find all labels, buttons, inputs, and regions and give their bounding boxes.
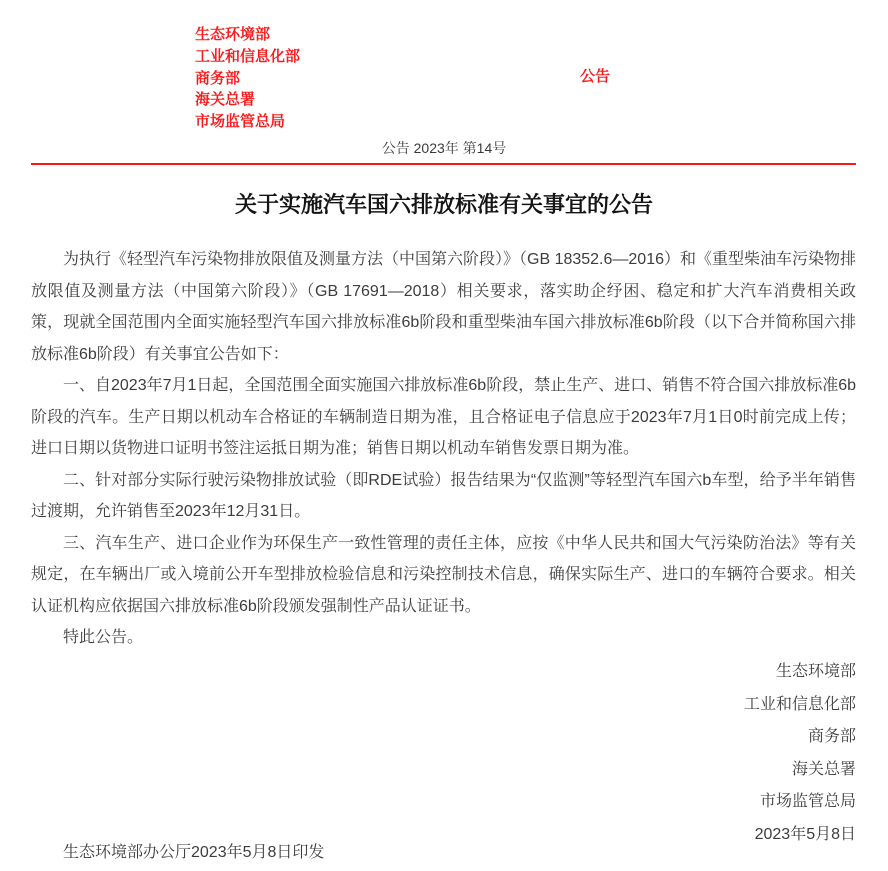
signature-agency-customs: 海关总署 [791,760,856,778]
letterhead-agency-mofcom: 商务部 [195,69,241,87]
doc-number: 公告 2023年 第14号 [381,140,507,156]
signature-block [744,656,856,852]
letterhead-agency-list [195,24,300,133]
red-divider-rule [31,163,856,165]
letterhead-agency-customs: 海关总署 [195,91,256,109]
signature-agency-mofcom: 商务部 [807,728,856,746]
letterhead-agency-miit: 工业和信息化部 [195,47,301,65]
paragraph-intro: 为执行《轻型汽车污染物排放限值及测量方法（中国第六阶段）》（GB 18352.6—2016）和《重型柴油车污染物排放限值及测量方法（中国第六阶段）》（GB 17691—2018）相关要求，落实助企纾困、稳定和扩大汽车消费相关政策，现就全国范围内全面实施轻型汽车国六排放标准6b阶段和重型柴油车国六排放标准6b阶段（以下合并简称国六排放标准6b阶段）有关事宜公告如下： [31,251,856,363]
letterhead-announcement-label: 公告 [580,68,611,85]
paragraph-closing: 特此公告。 [63,629,144,646]
paragraph-item-2: 二、针对部分实际行驶污染物排放试验（即RDE试验）报告结果为“仅监测”等轻型汽车国六b车型，给予半年销售过渡期，允许销售至2023年12月31日。 [31,471,856,520]
signature-agency-moee: 生态环境部 [775,663,856,680]
signature-date: 2023年5月8日 [754,825,856,843]
document-title: 关于实施汽车国六排放标准有关事宜的公告 [234,192,653,217]
letterhead-agency-samr: 市场监管总局 [195,113,286,131]
paragraph-item-1: 一、自2023年7月1日起，全国范围全面实施国六排放标准6b阶段，禁止生产、进口、销售不符合国六排放标准6b阶段的汽车。生产日期以机动车合格证的车辆制造日期为准，且合格证电子信息应于2023年7月1日0时前完成上传；进口日期以货物进口证明书签注运抵日期为准；销售日期以机动车销售发票日期为准。 [31,377,856,457]
letterhead-agency-moee: 生态环境部 [195,26,271,43]
signature-agency-miit: 工业和信息化部 [743,695,856,713]
document-body [31,244,856,654]
paragraph-item-3: 三、汽车生产、进口企业作为环保生产一致性管理的责任主体，应按《中华人民共和国大气污染防治法》等有关规定，在车辆出厂或入境前公开车型排放检验信息和污染控制技术信息，确保实际生产、进口的车辆符合要求。相关认证机构应依据国六排放标准6b阶段颁发强制性产品认证证书。 [31,534,856,615]
signature-agency-samr: 市场监管总局 [759,793,856,811]
issue-note: 生态环境部办公厅2023年5月8日印发 [63,844,325,861]
